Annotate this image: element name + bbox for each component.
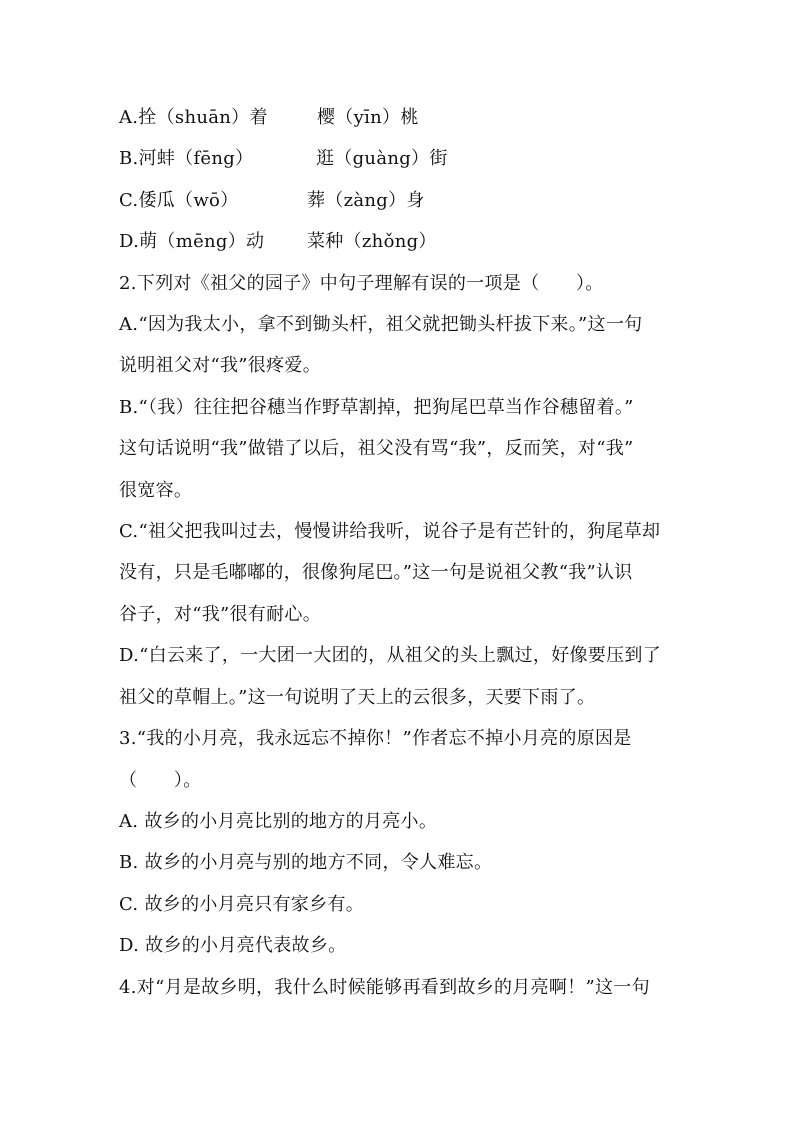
q2-option-a-line-2: 说明祖父对“我”很疼爱。 xyxy=(119,355,322,376)
q3-stem-line-2: （ ）。 xyxy=(119,770,202,791)
q2-option-b-line-1: B.“（我）往往把谷穗当作野草割掉，把狗尾巴草当作谷穗留着。” xyxy=(119,397,634,418)
q2-option-c-line-2: 没有，只是毛嘟嘟的，很像狗尾巴。”这一句是说祖父教“我”认识 xyxy=(119,562,633,583)
q4-stem: 4.对“月是故乡明，我什么时候能够再看到故乡的月亮啊！”这一句 xyxy=(119,977,650,998)
q1-option-b-left: B.河蚌（fēng） xyxy=(119,148,254,169)
q2-option-c-line-1: C.“祖父把我叫过去，慢慢讲给我听，说谷子是有芒针的，狗尾草却 xyxy=(119,521,661,542)
q3-option-b: B. 故乡的小月亮与别的地方不同，令人难忘。 xyxy=(119,852,493,873)
q1-option-c-right: 葬（zàng）身 xyxy=(307,190,425,211)
q2-stem: 2.下列对《祖父的园子》中句子理解有误的一项是（ ）。 xyxy=(119,273,604,294)
q1-option-c-left: C.倭瓜（wō） xyxy=(119,190,239,211)
q1-option-d-right: 菜种（zhǒng） xyxy=(307,231,437,252)
q2-option-d-line-1: D.“白云来了，一大团一大团的，从祖父的头上飘过，好像要压到了 xyxy=(119,645,662,666)
q1-option-d-left: D.萌（mēng）动 xyxy=(119,231,265,252)
q1-option-b-right: 逛（guàng）街 xyxy=(316,148,448,169)
q2-option-b-line-2: 这句话说明“我”做错了以后，祖父没有骂“我”，反而笑，对“我” xyxy=(119,438,634,459)
q1-option-a-left: A.拴（shuān）着 xyxy=(119,107,268,128)
q2-option-a-line-1: A.“因为我太小，拿不到锄头杆，祖父就把锄头杆拔下来。”这一句 xyxy=(119,314,643,335)
q1-option-a-right: 樱（yīn）桃 xyxy=(317,107,419,128)
q2-option-d-line-2: 祖父的草帽上。”这一句说明了天上的云很多，天要下雨了。 xyxy=(119,687,596,708)
q2-option-b-line-3: 很宽容。 xyxy=(119,480,193,501)
q3-option-d: D. 故乡的小月亮代表故乡。 xyxy=(119,935,347,956)
q3-option-a: A. 故乡的小月亮比别的地方的月亮小。 xyxy=(119,811,438,832)
q3-stem-line-1: 3.“我的小月亮，我永远忘不掉你！”作者忘不掉小月亮的原因是 xyxy=(119,728,632,749)
q2-option-c-line-3: 谷子，对“我”很有耐心。 xyxy=(119,604,322,625)
q3-option-c: C. 故乡的小月亮只有家乡有。 xyxy=(119,894,365,915)
